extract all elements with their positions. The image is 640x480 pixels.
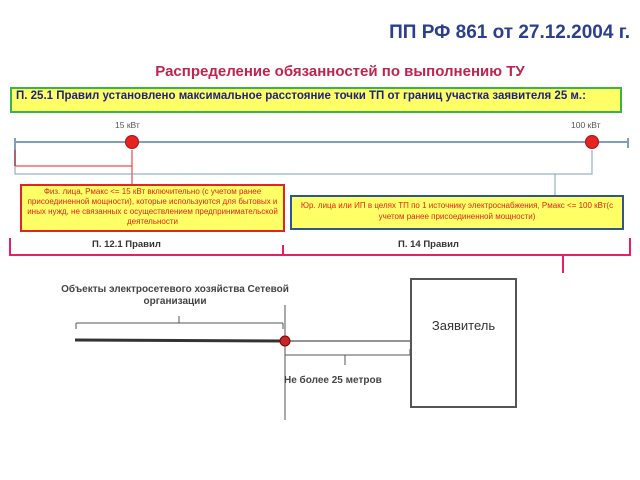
network-line <box>75 340 285 341</box>
marker-15kw <box>126 136 139 149</box>
power-label-15kw: 15 кВт <box>115 120 140 130</box>
individuals-category-box: Физ. лица, Pмакс <= 15 кВт включительно (с учетом ранее присоединенной мощности), которые используются для бытовых и иных нужд, не связанных с осуществлением предпринимательской деятельности <box>20 184 285 232</box>
individuals-bracket <box>15 150 132 166</box>
applicant-label: Заявитель <box>431 318 496 333</box>
legal-bracket <box>15 150 592 174</box>
legal-category-box: Юр. лица или ИП в целях ТП по 1 источнику электроснабжения, Pмакс <= 100 кВт(с учетом ранее присоединенной мощности) <box>290 195 624 230</box>
range-label-right: П. 14 Правил <box>398 239 459 250</box>
power-label-100kw: 100 кВт <box>571 120 601 130</box>
marker-100kw <box>586 136 599 149</box>
connection-point-marker <box>280 336 290 346</box>
rule-banner: П. 25.1 Правил установлено максимальное расстояние точки ТП от границ участка заявителя 25 м.: <box>10 87 622 113</box>
page-subtitle: Распределение обязанностей по выполнению ТУ <box>155 63 525 80</box>
applicant-box <box>410 278 517 408</box>
range-label-left: П. 12.1 Правил <box>92 239 161 250</box>
page-title: ПП РФ 861 от 27.12.2004 г. <box>389 22 630 43</box>
network-objects-label: Объекты электросетевого хозяйства Сетевой организации <box>61 284 289 307</box>
distance-label: Не более 25 метров <box>284 375 382 386</box>
